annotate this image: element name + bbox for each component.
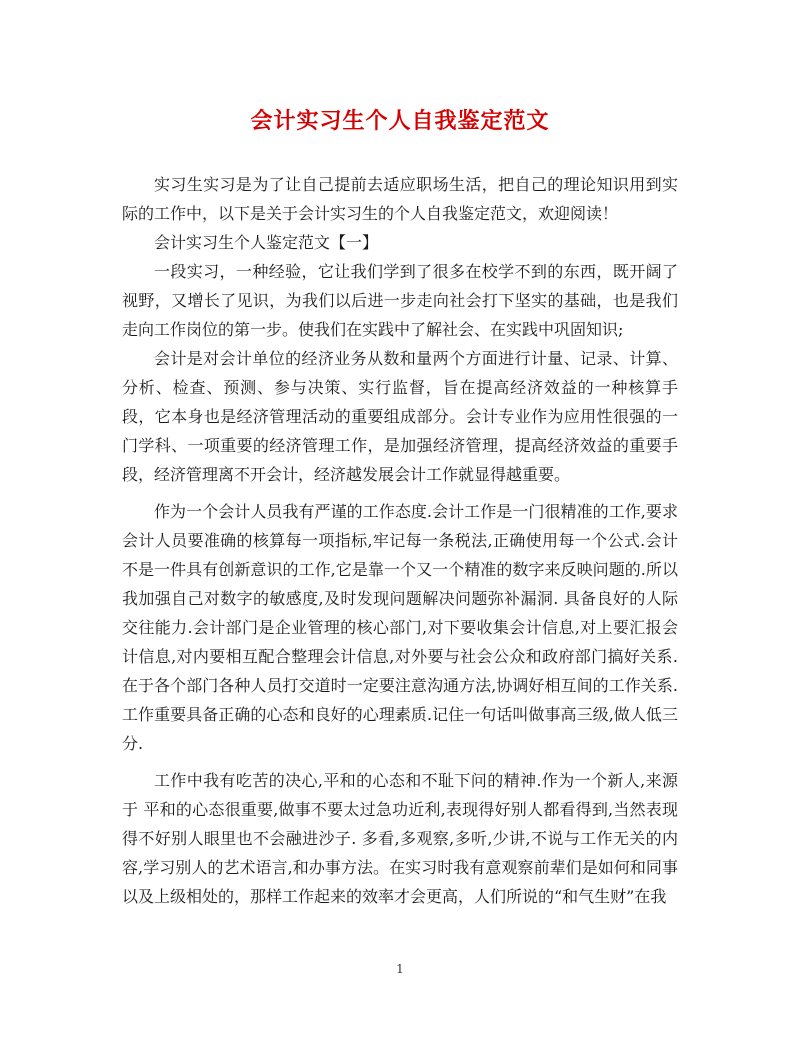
section-heading: 会计实习生个人鉴定范文【一】: [154, 233, 379, 252]
document-body: [122, 170, 678, 911]
intro-paragraph: 实习生实习是为了让自己提前去适应职场生活，把自己的理论知识用到实际的工作中，以下是关于会计实习生的个人自我鉴定范文，欢迎阅读！: [122, 175, 678, 223]
body-paragraph: 工作中我有吃苦的决心,平和的心态和不耻下问的精神.作为一个新人,来源于 平和的心态很重要,做事不要太过急功近利,表现得好别人都看得到,当然表现得不好别人眼里也不会融进沙子. 多看,多观察,多听,少讲,不说与工作无关的内容,学习别人的艺术语言,和办事方法。在实习时我有意观察前辈们是如何和同事以及上级相处的，那样工作起来的效率才会更高，人们所说的“和气生财”在我: [122, 771, 678, 906]
body-paragraph: 作为一个会计人员我有严谨的工作态度.会计工作是一门很精准的工作,要求会计人员要准确的核算每一项指标,牢记每一条税法,正确使用每一个公式.会计不是一件具有创新意识的工作,它是靠一个又一个精准的数字来反映问题的.所以我加强自己对数字的敏感度,及时发现问题解决问题弥补漏洞. 具备良好的人际交往能力.会计部门是企业管理的核心部门,对下要收集会计信息,对上要汇报会计信息,对内要相互配合整理会计信息,对外要与社会公众和政府部门搞好关系.在于各个部门各种人员打交道时一定要注意沟通方法,协调好相互间的工作关系.工作重要具备正确的心态和良好的心理素质.记住一句话叫做事高三级,做人低三分.: [122, 502, 678, 753]
document-title: 会计实习生个人自我鉴定范文: [250, 108, 550, 134]
body-paragraph: 会计是对会计单位的经济业务从数和量两个方面进行计量、记录、计算、分析、检查、预测、参与决策、实行监督，旨在提高经济效益的一种核算手段，它本身也是经济管理活动的重要组成部分。会计专业作为应用性很强的一门学科、一项重要的经济管理工作，是加强经济管理，提高经济效益的重要手段，经济管理离不开会计，经济越发展会计工作就显得越重要。: [122, 349, 678, 484]
page-number: 1: [396, 962, 404, 976]
body-paragraph: 一段实习，一种经验，它让我们学到了很多在校学不到的东西，既开阔了视野，又增长了见识，为我们以后进一步走向社会打下坚实的基础，也是我们走向工作岗位的第一步。使我们在实践中了解社会、在实践中巩固知识;: [122, 262, 678, 339]
